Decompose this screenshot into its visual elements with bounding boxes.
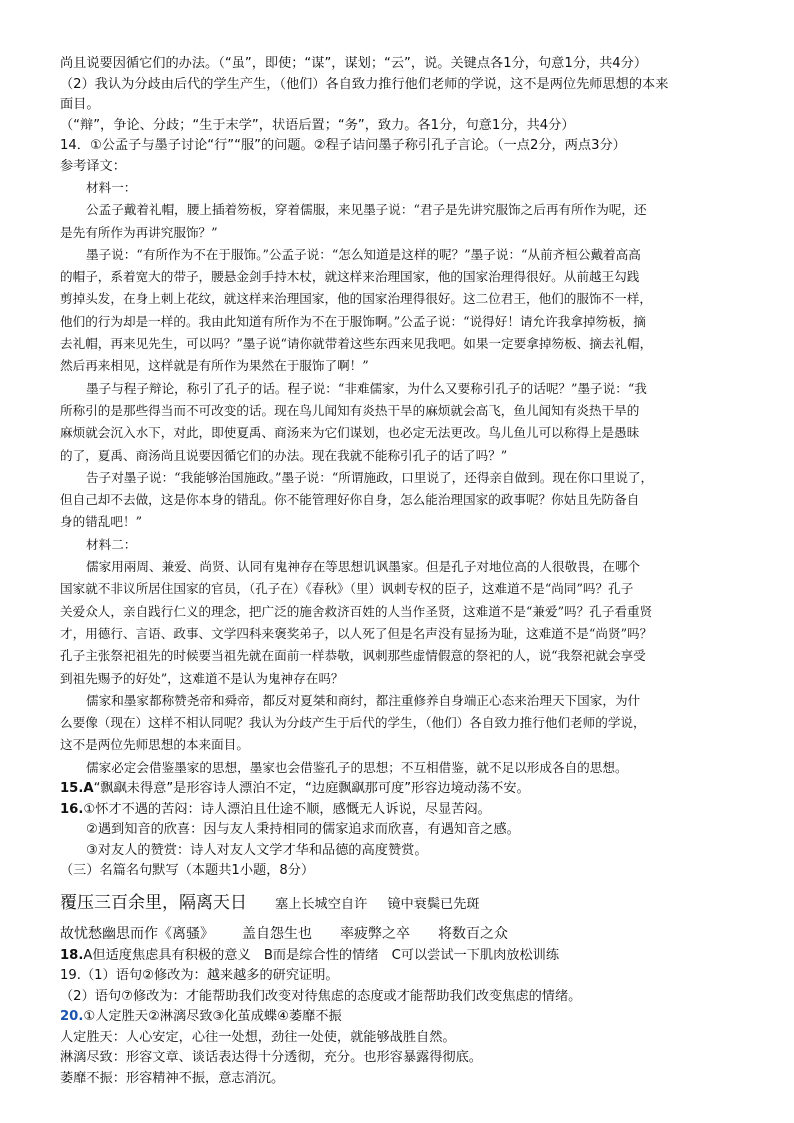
translation-line: 但自己却不去做，这是你本身的错乱。你不能管理好你自身，怎么能治理国家的政事呢？你姑且先防备自 <box>60 492 640 508</box>
text-line: 面目。 <box>60 97 100 112</box>
dictation-answer-large: 覆压三百余里，隔离天日 <box>60 892 247 913</box>
question-20-answer: ①人定胜天②淋漓尽致③化茧成蝶④萎靡不振 <box>83 1009 342 1025</box>
reference-translation-title: 参考译文： <box>60 158 126 174</box>
idiom-definition: 人定胜天：人心安定，心往一处想，劲往一处使，就能够战胜自然。 <box>60 1029 456 1045</box>
dictation-answer: 率疲弊之卒 <box>340 925 410 942</box>
text-line: （“辩”，争论、分歧；“生于末学”，状语后置；“务”，致力。各1分，句意1分，共4分） <box>60 117 575 133</box>
translation-line: 去礼帽，再来见先生，可以吗？”墨子说“请你就带着这些东西来见我吧。如果一定要拿掉笏板、摘去礼帽， <box>60 336 653 352</box>
question-15-text: “飘飖未得意”是形容诗人漂泊不定，“边庭飘飖那可度”形容边境动荡不安。 <box>93 781 530 797</box>
dictation-answer: 盖自怨生也 <box>242 925 312 942</box>
section-3-heading: （三）名篇名句默写（本题共1小题，8分） <box>60 863 315 879</box>
answer-item: ③对友人的赞赏：诗人对友人文学才华和品德的高度赞赏。 <box>86 842 428 858</box>
idiom-definition: 萎靡不振：形容精神不振，意志消沉。 <box>60 1070 285 1086</box>
dictation-row <box>60 886 746 922</box>
question-14-answer: 14．①公孟子与墨子讨论“行”“服”的问题。②程子诘问墨子称引孔子言论。（一点2分，两点3分） <box>60 138 626 153</box>
answer-item: ①怀才不遇的苦闷：诗人漂泊且仕途不顺，感慨无人诉说，尽显苦闷。 <box>83 801 491 817</box>
question-16 <box>60 800 746 862</box>
answer-item: （2）语句⑦修改为：才能帮助我们改变对待焦虑的态度或才能帮助我们改变焦虑的情绪。 <box>60 988 582 1004</box>
question-14 <box>60 136 746 177</box>
translation-line: 墨子说：“有所作为不在于服饰。”公孟子说：“怎么知道是这样的呢？”墨子说：“从前齐桓公戴着高高 <box>86 246 641 262</box>
question-15 <box>60 779 746 800</box>
translation-line: 他们的行为却是一样的。我由此知道有所作为不在于服饰啊。”公孟子说：“说得好！请允许我拿掉笏板，摘 <box>60 313 646 329</box>
translation-line: 孔子主张祭祀祖先的时候要当祖先就在面前一样恭敬，讽刺那些虚情假意的祭祀的人，说“我祭祀就会享受 <box>60 648 646 664</box>
intro-block <box>60 54 746 136</box>
translation-line: 儒家用兩周、兼爱、尚贤、认同有鬼神存在等思想讥讽墨家。但是孔子对地位高的人很敬畏，在哪个 <box>86 559 641 575</box>
idiom-definition: 淋漓尽致：形容文章、谈话表达得十分透彻，充分。也形容暴露得彻底。 <box>60 1050 482 1066</box>
translation-line: 儒家必定会借鉴墨家的思想，墨家也会借鉴孔子的思想；不互相借鉴，就不足以形成各自的思想。 <box>86 759 628 775</box>
translation-line: 国家就不非议所居住国家的官员，（孔子在）《春秋》（里）讽刺专权的臣子，这难道不是“尚同”吗？孔子 <box>60 581 634 597</box>
translation-line: 的了，夏禹、商汤尚且说要因循它们的办法。现在我就不能称引孔子的话了吗？” <box>60 447 508 463</box>
translation-line: 么要像（现在）这样不相认同呢？我认为分歧产生于后代的学生，（他们）各自致力推行他们老师的学说， <box>60 715 646 731</box>
question-number: 18. <box>60 947 84 963</box>
question-number: 19. <box>60 968 81 984</box>
question-20 <box>60 1007 746 1089</box>
translation-line: 麻烦就会沉入水下，对此，即使夏禹、商汤来为它们谋划，也必定无法更改。鸟儿鱼儿可以称得上是愚昧 <box>60 425 640 441</box>
dictation-answer: 塞上长城空自许 <box>275 896 368 912</box>
translation-line: 关爱众人，亲自践行仁义的理念，把广泛的施舍救济百姓的人当作圣贤，这难道不是“兼爱”吗？孔子看重贤 <box>60 603 653 619</box>
text-line: （2）我认为分歧由后代的学生产生，（他们）各自致力推行他们老师的学说，这不是两位先师思想的本来 <box>60 76 669 92</box>
material-heading: 材料二： <box>86 536 137 552</box>
translation-line: 身的错乱吧！” <box>60 514 143 530</box>
answer-item: （1）语句②修改为：越来越多的研究证明。 <box>80 968 339 984</box>
translation-line: 到祖先赐予的好处”，这难道不是认为鬼神存在吗？ <box>60 670 344 686</box>
question-number: 16. <box>60 801 84 817</box>
question-17 <box>60 886 746 946</box>
answer-item: ②遇到知音的欣喜：因与友人秉持相同的儒家追求而欣喜，有遇知音之感。 <box>86 822 520 838</box>
translation-line: 的帽子，系着宽大的带子，腰悬金剑手持木杖，就这样来治理国家，他的国家治理得很好。从前越王勾践 <box>60 269 640 285</box>
question-number: 20. <box>60 1009 84 1025</box>
translation-line: 是先有所作为再讲究服饰？” <box>60 224 218 240</box>
translation-line: 公孟子戴着礼帽，腰上插着笏板，穿着儒服，来见墨子说：“君子是先讲究服饰之后再有所作为呢，还 <box>86 202 647 218</box>
translation-block <box>60 177 746 779</box>
question-18 <box>60 946 746 967</box>
dictation-answer: 故忧愁幽思而作《离骚》 <box>60 925 214 942</box>
translation-line: 告子对墨子说：“我能够治国施政。”墨子说：“所谓施政，口里说了，还得亲自做到。现在你口里说了， <box>86 469 654 485</box>
dictation-row <box>60 922 746 946</box>
translation-line: 才，用德行、言语、政事、文学四科来褒奖弟子，以人死了但是名声没有显扬为耻，这难道不是“尚贤”吗？ <box>60 625 653 641</box>
dictation-answer: 将数百之众 <box>438 925 508 942</box>
translation-line: 这不是两位先师思想的本来面目。 <box>60 737 249 753</box>
dictation-answer: 镜中衰鬓已先斑 <box>387 896 480 912</box>
translation-line: 剪掉头发，在身上刺上花纹，就这样来治理国家，他的国家治理得很好。这二位君王，他们的服饰不一样， <box>60 291 652 307</box>
translation-line: 墨子与程子辩论，称引了孔子的话。程子说：“非难儒家，为什么又要称引孔子的话呢？”墨子说：“我 <box>86 380 647 396</box>
question-19 <box>60 966 746 1007</box>
question-number: 15.A <box>60 781 94 797</box>
question-18-text: A但适度焦虑具有积极的意义 B而是综合性的情绪 C可以尝试一下肌肉放松训练 <box>83 947 560 963</box>
text-line: 尚且说要因循它们的办法。（“虽”，即使；“谋”，谋划；“云”，说。关键点各1分，句意1分，共4分） <box>60 56 648 71</box>
material-heading: 材料一： <box>86 180 137 195</box>
translation-line: 然后再来相见，这样就是有所作为果然在于服饰了啊！” <box>60 358 369 374</box>
translation-line: 儒家和墨家都称赞尧帝和舜帝，都反对夏桀和商纣，都注重修养自身端正心态来治理天下国家，为什 <box>86 692 641 708</box>
translation-line: 所称引的是那些得当而不可改变的话。现在鸟儿闻知有炎热干旱的麻烦就会高飞，鱼儿闻知有炎热干旱的 <box>60 402 640 418</box>
